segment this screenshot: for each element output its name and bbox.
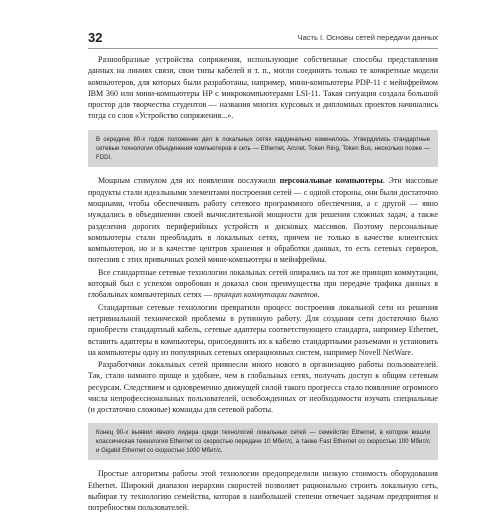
running-title: Часть I. Основы сетей передачи данных <box>297 33 438 42</box>
paragraph-3-text-start: Все стандартные сетевые технологии локальных сетей опирались на тот же принцип коммутации, который был с успехом опробован и доказал свои преимущества при передаче трафика данных в глобальных компьютерных сетях — <box>88 267 438 300</box>
paragraph-2-text-end: . Эти массовые продукты стали идеальными элементами построения сетей — с одной стороны, они были достаточно мощными, чтобы обеспечивать работу сетевого программного обеспечения, а с другой — явно нуждались в объединении своей вычислительной мощности для решения сложных задач, а также разделения дорогих периферийных устройств и дисковых массивов. Поэтому персональные компьютеры стали преобладать в локальных сетях, причем не только в качестве клиентских компьютеров, но и в качестве центров хранения и обработки данных, то есть сетевых серверов, потеснив с этих привычных ролей мини-компьютеры и мейнфреймы. <box>88 176 438 265</box>
page-number: 32 <box>88 30 103 45</box>
page-body <box>88 54 438 513</box>
paragraph-3 <box>88 267 438 301</box>
paragraph-3-text-end: . <box>317 290 320 300</box>
paragraph-2-text-start: Мощным стимулом для их появления послужили <box>98 176 280 186</box>
paragraph-4: Стандартные сетевые технологии превратили процесс построения локальной сети из решения нетривиальной технической проблемы в рутинную работу. Для создания сети достаточно было приобрести стандартный кабель, сетевые адаптеры соответствующего стандарта, например Ethernet, вставить адаптеры в компьютеры, присоединить их к кабелю стандартными разъемами и установить на компьютеры одну из популярных сетевых операционных систем, например Novell NetWare. <box>88 302 438 357</box>
note-box-1: В середине 80-х годов положение дел в локальных сетях кардинально изменилось. Утвердились стандартные сетевые технологии объединения компьютеров в сеть — Ethernet, Arcnet, Token Ring, Token Bus, несколько позже — FDDI. <box>88 130 438 168</box>
paragraph-3-italic-term: принцип коммутации пакетов <box>213 290 318 300</box>
paragraph-2 <box>88 175 438 265</box>
paragraph-5: Разработчики локальных сетей привнесли много нового в организацию работы пользователей. Так, стало намного проще и удобнее, чем в глобальных сетях, получать доступ к общим сетевым ресурсам. Следствием и одновременно движущей силой такого прогресса стало появление огромного числа непрофессиональных пользователей, освобожденных от необходимости изучать специальные (и достаточно сложные) команды для сетевой работы. <box>88 360 438 415</box>
header-rule <box>88 48 438 49</box>
page-header <box>88 30 438 46</box>
paragraph-2-bold-term: персональные компьютеры <box>279 176 383 186</box>
paragraph-6: Простые алгоритмы работы этой технологии предопределили низкую стоимость оборудования Ethernet. Широкий диапазон иерархии скоростей позволяет рационально строить локальную сеть, выбирая ту технологию семейства, которая в наибольшей степени отвечает задачам предприятия и потребностям пользователей. <box>88 469 438 513</box>
note-box-2: Конец 90-х выявил явного лидера среди технологий локальных сетей — семейство Ethernet, в которое вошли классическая технология Ethernet со скоростью передачи 10 Мбит/с, а также Fast Ethernet со скоростью 100 Мбит/с и Gigabit Ethernet со скоростью 1000 Мбит/с. <box>88 423 438 461</box>
paragraph-1: Разнообразные устройства сопряжения, использующие собственные способы представления данных на линиях связи, свои типы кабелей и т. п., могли соединять только те конкретные модели компьютеров, для которых были разработаны, например, мини-компьютеры PDP-11 с мейнфреймом IBM 360 или мини-компьютеры HP с микрокомпьютерами LSI-11. Такая ситуация создала большой простор для творчества студентов — названия многих курсовых и дипломных проектов начинались тогда со слов «Устройство сопряжения...». <box>88 55 438 121</box>
